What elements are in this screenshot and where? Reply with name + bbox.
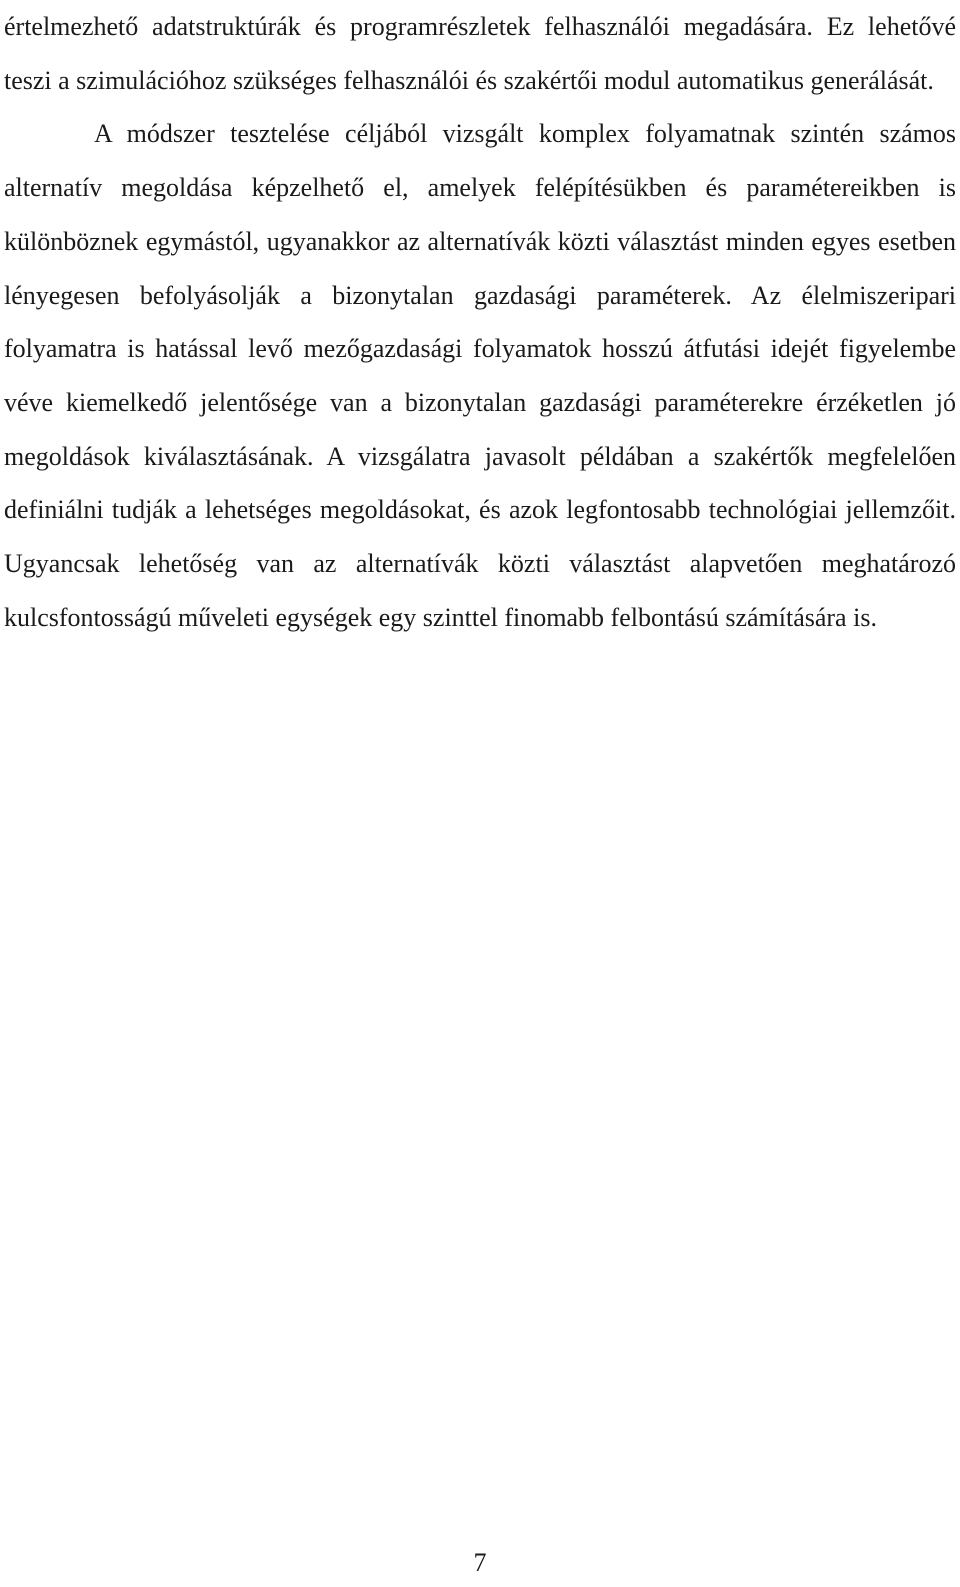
paragraph-method-testing: A módszer tesztelése céljából vizsgált komplex folyamatnak szintén számos alternatív megoldása képzelhető el, amelyek felépítésükben és paramétereikben is különböznek egymástól, ugyanakkor az alternatívák közti választást minden egyes esetben lényegesen befolyásolják a bizonytalan gazdasági paraméterek. Az élelmiszeripari folyamatra is hatással levő mezőgazdasági folyamatok hosszú átfutási idejét figyelembe véve kiemelkedő jelentősége van a bizonytalan gazdasági paraméterekre érzéketlen jó megoldások kiválasztásának. A vizsgálatra javasolt példában a szakértők megfelelően definiálni tudják a lehetséges megoldásokat, és azok legfontosabb technológiai jellemzőit. Ugyancsak lehetőség van az alternatívák közti választást alapvetően meghatározó kulcsfontosságú műveleti egységek egy szinttel finomabb felbontású számítására is. bbox=[4, 119, 956, 632]
paragraph-continuation: értelmezhető adatstruktúrák és programrészletek felhasználói megadására. Ez lehetővé teszi a szimulációhoz szükséges felhasználói és szakértői modul automatikus generálását. bbox=[4, 12, 956, 95]
body-text bbox=[4, 0, 956, 644]
page-number: 7 bbox=[473, 1548, 487, 1577]
